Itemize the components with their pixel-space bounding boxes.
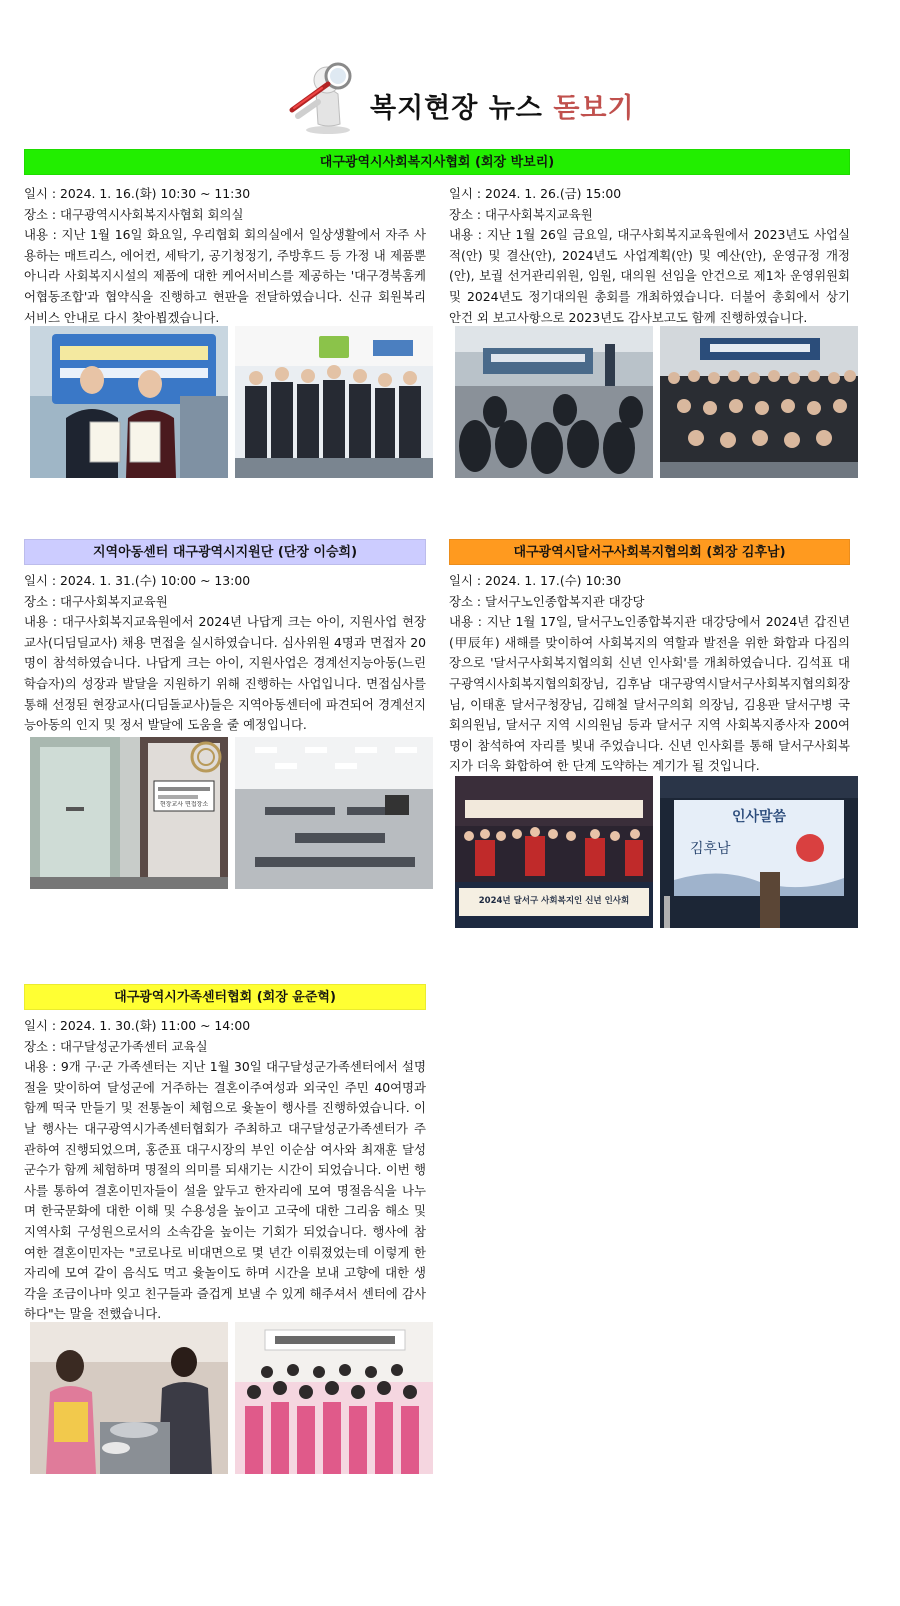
door-sign-text: 현장교사 면접장소	[159, 801, 209, 808]
section-banner: 지역아동센터 대구광역시지원단 (단장 이승희)	[24, 539, 426, 565]
photo-row	[455, 326, 858, 478]
article-text	[24, 184, 426, 328]
general-meeting-photo	[455, 326, 653, 478]
rice-cake-soup-cooking-photo	[30, 1322, 228, 1474]
general-meeting-group-photo	[660, 326, 858, 478]
screen-name-text: 김후남	[690, 841, 731, 857]
photo-row	[455, 776, 858, 928]
article-date: 일시 : 2024. 1. 26.(금) 15:00	[449, 186, 622, 201]
section-banner: 대구광역시달서구사회복지협의회 (회장 김후남)	[449, 539, 850, 565]
agreement-ceremony-photo	[30, 326, 228, 478]
photo-row	[30, 737, 433, 889]
article-place: 장소 : 대구사회복지교육원	[449, 206, 593, 222]
article-date: 일시 : 2024. 1. 17.(수) 10:30	[449, 573, 622, 588]
interview-room-door-photo	[30, 737, 228, 889]
page-header	[0, 56, 900, 136]
article-content: 내용 : 9개 구·군 가족센터는 지난 1월 30일 대구달성군가족센터에서 설명절을 맞이하여 달성군에 거주하는 결혼이주여성과 외국인 주민 40여명과 함께 떡국 만들기 및 전통놀이 체험으로 윷놀이 행사를 진행하였습니다. 이날 행사는 대구광역시가족센터협회가 주최하고 대구달성군가족센터가 주관하여 진행되었으며, 홍준표 대구시장의 부인 이순삼 여사와 최재훈 달성군수가 함께 체험하며 명절의 의미를 되새기는 시간이 되었습니다. 이번 행사를 통하여 결혼이민자들이 설을 앞두고 한자리에 모여 명절음식을 나누며 한국문화에 대한 이해 및 수용성을 높이고 고국에 대한 그리움 해소 및 지역사회 구성원으로서의 소속감을 높이는 기회가 되었습니다. 행사에 참여한 결혼이민자는 "코로나로 비대면으로 몇 년간 이뤄졌었는데 이렇게 한자리에 모여 같이 음식도 먹고 윷놀이도 하며 시간을 보내 고향에 대한 생각을 조금이나마 잊고 친구들과 즐겁게 보낼 수 있게 해주셔서 센터에 감사하다"는 말을 전했습니다.	[24, 1059, 426, 1322]
magnifier-mascot-icon	[282, 62, 364, 136]
photo-row	[30, 1322, 433, 1474]
photo-row	[30, 326, 433, 478]
article-place: 장소 : 대구광역시사회복지사협회 회의실	[24, 206, 244, 222]
article-date: 일시 : 2024. 1. 30.(화) 11:00 ~ 14:00	[24, 1018, 251, 1033]
article-place: 장소 : 달서구노인종합복지관 대강당	[449, 593, 645, 609]
section-banner: 대구광역시가족센터협회 (회장 윤준혁)	[24, 984, 426, 1010]
article-content: 내용 : 지난 1월 16일 화요일, 우리협회 회의실에서 일상생활에서 자주 사용하는 매트리스, 에어컨, 세탁기, 공기청정기, 주방후드 등 가정 내 제품뿐 아니라 사회복지시설의 제품에 대한 케어서비스를 제공하는 '대구경북홈케어협동조합'과 협약식을 진행하고 현판을 전달하였습니다. 신규 회원복리 서비스 안내로 다시 찾아뵙겠습니다.	[24, 227, 426, 325]
article-content: 내용 : 지난 1월 17일, 달서구노인종합복지관 대강당에서 2024년 갑진년(甲辰年) 새해를 맞이하여 사회복지의 역할과 발전을 위한 화합과 다짐의 장으로 '달서구사회복지협의회 신년 인사회'를 개최하였습니다. 김석표 대구광역시사회복지협의회장님, 김후남 대구광역시달서구사회복지협의회장님, 이태훈 달서구청장님, 김해철 달서구의회 의장님, 김용판 달서구병 국회의원님, 달서구 지역 시의원님 등과 달서구 지역 사회복지종사자 200여 명이 참석하여 자리를 빛내 주었습니다. 신년 인사회를 통해 달서구사회복지가 더욱 화합하여 한 단계 도약하는 계기가 될 것입니다.	[449, 614, 850, 774]
article-column	[449, 178, 850, 328]
article-content: 내용 : 지난 1월 26일 금요일, 대구사회복지교육원에서 2023년도 사업실적(안) 및 결산(안), 2024년도 사업계획(안) 및 예산(안), 운영규정 개정(안), 보궐 선거관리위원, 임원, 대의원 선임을 안건으로 제1차 운영위원회 및 2024년도 정기대의원 총회를 개최하였습니다. 더불어 총회에서 상기 안건 외 보고사항으로 2023년도 감사보고도 함께 진행하였습니다.	[449, 227, 850, 325]
article-place: 장소 : 대구달성군가족센터 교육실	[24, 1038, 208, 1054]
section-banner: 대구광역시사회복지사협회 (회장 박보리)	[24, 149, 850, 175]
article-family-center-association	[24, 984, 426, 1325]
article-text	[24, 571, 426, 736]
article-welfare-workers-association	[24, 149, 850, 175]
group-photo	[235, 326, 433, 478]
article-date: 일시 : 2024. 1. 16.(화) 10:30 ~ 11:30	[24, 186, 251, 201]
event-banner-text: 2024년 달서구 사회복지인 신년 인사회	[478, 896, 630, 906]
article-content: 내용 : 대구사회복지교육원에서 2024년 나답게 크는 아이, 지원사업 현장교사(디딤딜교사) 채용 면접을 실시하였습니다. 심사위원 4명과 면접자 20명이 참석하였습니다. 나답게 크는 아이, 지원사업은 경계선지능아동(느린학습자)의 성장과 발달을 지원하기 위해 진행하는 사업입니다. 면접심사를 통해 선정된 현장교사(디딤돌교사)들은 지역아동센터에 파견되어 경계선지능아동의 인지 및 정서 발달에 도움을 줄 예정입니다.	[24, 614, 426, 733]
article-text	[449, 571, 850, 777]
article-date: 일시 : 2024. 1. 31.(수) 10:00 ~ 13:00	[24, 573, 251, 588]
article-text	[449, 184, 850, 328]
article-childcare-center-support	[24, 539, 426, 736]
article-text	[24, 1016, 426, 1325]
article-place: 장소 : 대구사회복지교육원	[24, 593, 168, 609]
article-column	[24, 178, 426, 328]
interview-hall-photo	[235, 737, 433, 889]
new-year-speech-photo	[660, 776, 858, 928]
screen-heading-text: 인사말씀	[731, 809, 787, 825]
festival-group-photo	[235, 1322, 433, 1474]
article-dalseo-welfare-council	[449, 539, 850, 777]
new-year-event-group-photo	[455, 776, 653, 928]
page-title: 복지현장 뉴스 돋보기	[370, 93, 635, 124]
